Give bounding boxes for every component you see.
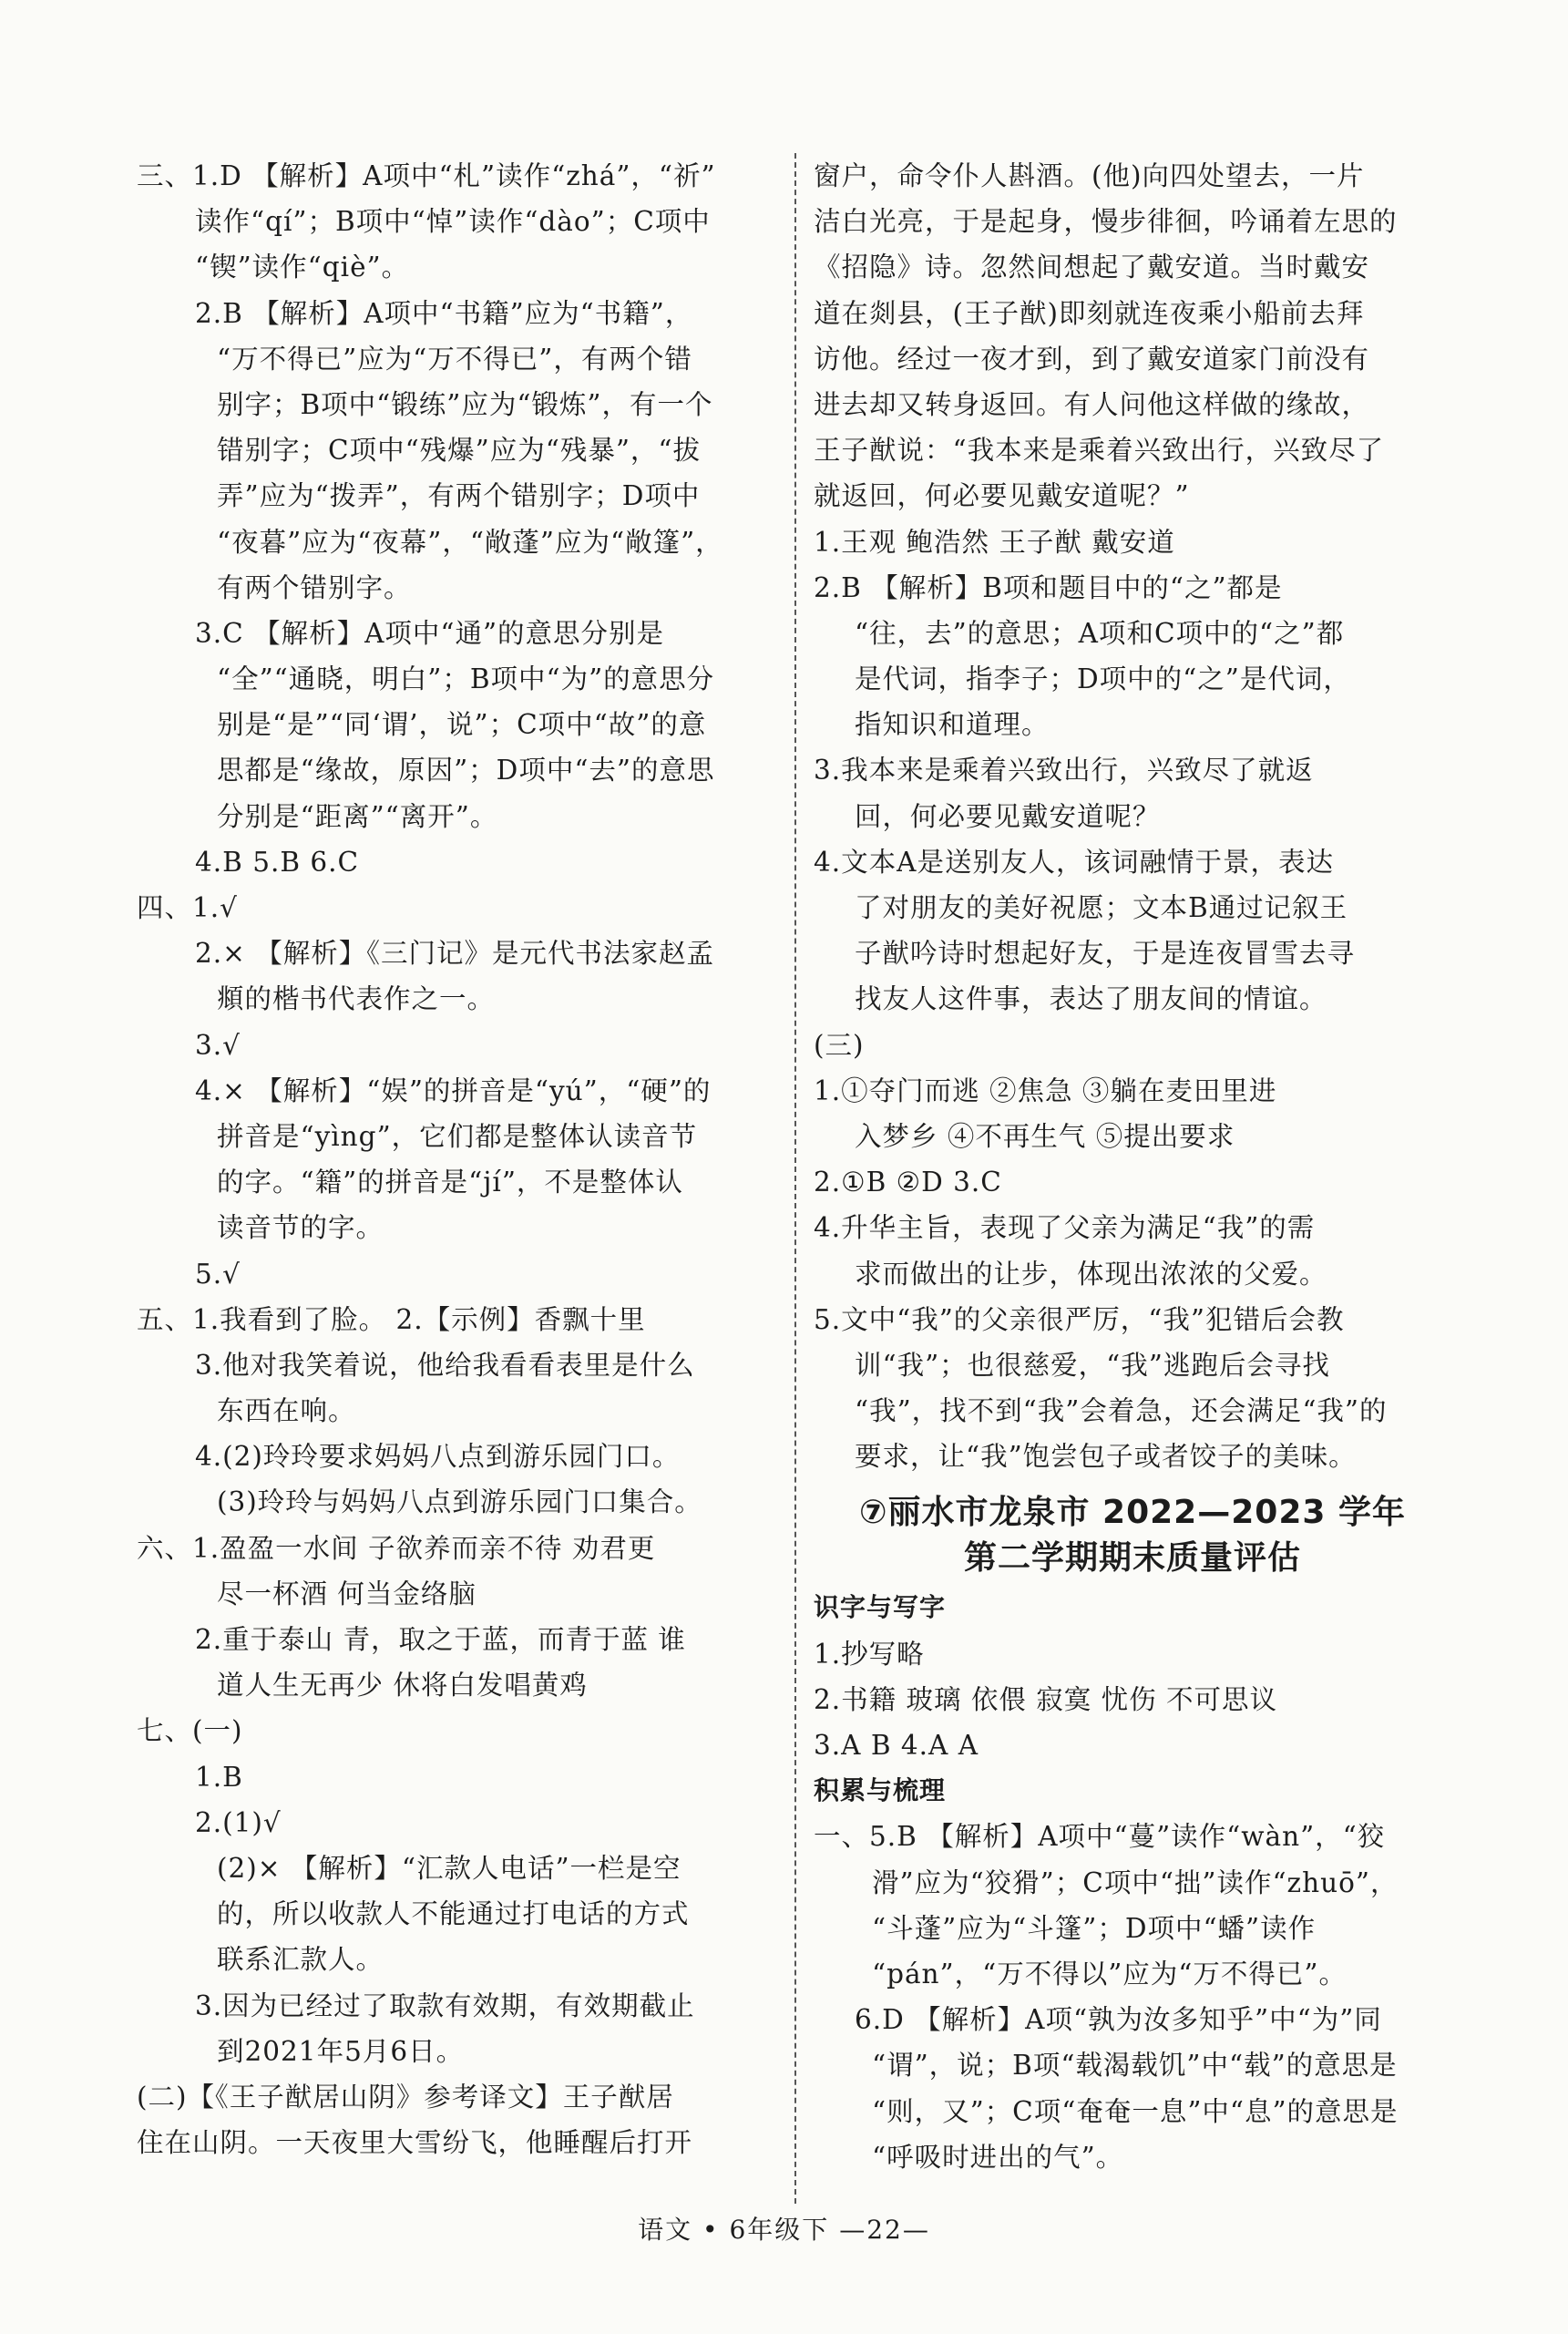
right-column	[814, 153, 1451, 2180]
answer-line: 东西在响。	[217, 1395, 356, 1427]
answer-line: 有两个错别字。	[217, 571, 412, 603]
answer-line: 道人生无再少 休将白发唱黄鸡	[217, 1670, 588, 1702]
answer-line: 道在剡县，(王子猷)即刻就连夜乘小船前去拜	[814, 297, 1365, 329]
answer-line: 1.B	[195, 1761, 243, 1793]
section-heading	[814, 1490, 1451, 1581]
answer-line: 识字与写字	[814, 1592, 947, 1623]
answer-line: 指知识和道理。	[855, 709, 1050, 741]
answer-line: “pán”，“万不得以”应为“万不得已”。	[872, 1958, 1347, 1990]
right-answers	[814, 153, 1451, 1479]
answer-line: (3)玲玲与妈妈八点到游乐园门口集合。	[217, 1486, 702, 1518]
answer-line: 五、1.我看到了脸。 2.【示例】香飘十里	[137, 1303, 646, 1335]
answer-line: “斗蓬”应为“斗篷”；D项中“蟠”读作	[872, 1912, 1317, 1944]
answer-line: “夜暮”应为“夜幕”，“敞蓬”应为“敞篷”，	[217, 526, 723, 558]
answer-line: 住在山阴。一天夜里大雪纷飞，他睡醒后打开	[137, 2127, 693, 2159]
answer-line: 頫的楷书代表作之一。	[217, 983, 496, 1015]
answer-line: 读音节的字。	[217, 1212, 384, 1244]
answer-line: 3.C 【解析】A项中“通”的意思分别是	[195, 617, 665, 649]
answer-line: 3.A B 4.A A	[814, 1730, 979, 1761]
answer-line: 就返回，何必要见戴安道呢？”	[814, 480, 1190, 512]
answer-line: 4.× 【解析】“娱”的拼音是“yú”，“硬”的	[195, 1074, 712, 1106]
answer-line: 别是“是”“同‘谓’，说”；C项中“故”的意	[217, 709, 707, 741]
answer-line: “我”，找不到“我”会着急，还会满足“我”的	[855, 1395, 1388, 1427]
answer-line: 到2021年5月6日。	[217, 2035, 465, 2067]
answer-line: 4.升华主旨，表现了父亲为满足“我”的需	[814, 1212, 1316, 1244]
answer-line: “全”“通晓，明白”；B项中“为”的意思分	[217, 663, 715, 695]
answer-line: 找友人这件事，表达了朋友间的情谊。	[855, 983, 1327, 1015]
answer-line: 2.重于泰山 青，取之于蓝，而青于蓝 谁	[195, 1624, 686, 1655]
answer-line: 《招隐》诗。忽然间想起了戴安道。当时戴安	[814, 252, 1370, 283]
answer-line: “锲”读作“qiè”。	[195, 252, 410, 283]
answer-line: “万不得已”应为“万不得已”，有两个错	[217, 343, 692, 375]
answer-line: 进去却又转身返回。有人问他这样做的缘故，	[814, 388, 1370, 420]
section-title-line2: 第二学期期末质量评估	[963, 1539, 1301, 1578]
answer-line: 回，何必要见戴安道呢？	[855, 800, 1161, 832]
answer-line: “谓”，说；B项“载渴载饥”中“载”的意思是	[872, 2050, 1398, 2082]
answer-line: 尽一杯酒 何当金络脑	[217, 1578, 477, 1609]
answer-line: 3.√	[195, 1029, 241, 1061]
answer-line: 5.√	[195, 1258, 241, 1290]
answer-line: 拼音是“yìng”，它们都是整体认读音节	[217, 1120, 698, 1152]
answer-line: 访他。经过一夜才到，到了戴安道家门前没有	[814, 343, 1370, 375]
answer-line: 四、1.√	[137, 892, 238, 923]
answer-line: (三)	[814, 1029, 865, 1061]
answer-line: 1.抄写略	[814, 1638, 925, 1670]
answer-line: 子猷吟诗时想起好友，于是连夜冒雪去寻	[855, 938, 1356, 970]
answer-line: 窗户，命令仆人斟酒。(他)向四处望去，一片	[814, 160, 1365, 191]
answer-line: 训“我”；也很慈爱，“我”逃跑后会寻找	[855, 1349, 1330, 1381]
answer-line: 王子猷说：“我本来是乘着兴致出行，兴致尽了	[814, 435, 1385, 467]
answer-line: 5.文中“我”的父亲很严厉，“我”犯错后会教	[814, 1303, 1345, 1335]
answer-line: 联系汇款人。	[217, 1944, 384, 1976]
page-footer: 语文 • 6年级下 —22—	[638, 2215, 930, 2245]
right-answers-2	[814, 1585, 1451, 2179]
answer-line: 1.①夺门而逃 ②焦急 ③躺在麦田里进	[814, 1074, 1277, 1106]
answer-line: 3.因为已经过了取款有效期，有效期截止	[195, 1990, 695, 2021]
answer-line: 三、1.D 【解析】A项中“札”读作“zhá”，“祈”	[137, 160, 716, 191]
answer-line: “则，又”；C项“奄奄一息”中“息”的意思是	[872, 2095, 1399, 2127]
section-title-line1: ⑦丽水市龙泉市 2022—2023 学年	[859, 1494, 1406, 1532]
answer-line: 分别是“距离”“离开”。	[217, 800, 498, 832]
answer-line: 入梦乡 ④不再生气 ⑤提出要求	[855, 1120, 1235, 1152]
answer-line: 求而做出的让步，体现出浓浓的父爱。	[855, 1258, 1327, 1290]
answer-line: 2.× 【解析】《三门记》是元代书法家赵孟	[195, 938, 714, 970]
answer-line: 要求，让“我”饱尝包子或者饺子的美味。	[855, 1441, 1357, 1473]
answer-line: 4.B 5.B 6.C	[195, 846, 360, 878]
answer-line: 一、5.B 【解析】A项中“蔓”读作“wàn”，“狡	[814, 1821, 1386, 1853]
answer-line: 七、(一)	[137, 1715, 243, 1747]
answer-line: 的，所以收款人不能通过打电话的方式	[217, 1898, 690, 1930]
answer-line: 2.B 【解析】A项中“书籍”应为“书籍”，	[195, 297, 693, 329]
answer-line: 4.(2)玲玲要求妈妈八点到游乐园门口。	[195, 1441, 681, 1473]
answer-line: 是代词，指李子；D项中的“之”是代词，	[855, 663, 1351, 695]
left-column	[137, 153, 774, 2165]
answer-line: 别字；B项中“锻练”应为“锻炼”，有一个	[217, 388, 713, 420]
answer-line: (二)【《王子猷居山阴》参考译文】王子猷居	[137, 2081, 674, 2113]
answer-line: 6.D 【解析】A项“孰为汝多知乎”中“为”同	[855, 2004, 1382, 2036]
answer-line: 错别字；C项中“残爆”应为“残暴”，“拔	[217, 435, 701, 467]
answer-line: 2.(1)√	[195, 1806, 282, 1838]
answer-line: 读作“qí”；B项中“悼”读作“dào”；C项中	[195, 206, 711, 238]
answer-line: 积累与梳理	[814, 1775, 947, 1806]
answer-line: 4.文本A是送别友人，该词融情于景，表达	[814, 846, 1334, 878]
answer-line: “往，去”的意思；A项和C项中的“之”都	[855, 617, 1345, 649]
answer-line: 1.王观 鲍浩然 王子猷 戴安道	[814, 526, 1175, 558]
answer-line: 2.①B ②D 3.C	[814, 1167, 1002, 1198]
answer-line: 3.我本来是乘着兴致出行，兴致尽了就返	[814, 755, 1314, 787]
answer-line: 的字。“籍”的拼音是“jí”，不是整体认	[217, 1167, 683, 1198]
answer-line: (2)× 【解析】“汇款人电话”一栏是空	[217, 1852, 682, 1884]
answer-line: 了对朋友的美好祝愿；文本B通过记叙王	[855, 892, 1348, 923]
column-divider	[794, 153, 796, 2204]
answer-line: “呼吸时进出的气”。	[872, 2141, 1124, 2173]
answer-line: 弄”应为“拨弄”，有两个错别字；D项中	[217, 480, 701, 512]
answer-line: 2.书籍 玻璃 依偎 寂寞 忧伤 不可思议	[814, 1683, 1278, 1715]
answer-line: 3.他对我笑着说，他给我看看表里是什么	[195, 1349, 695, 1381]
answer-line: 思都是“缘故，原因”；D项中“去”的意思	[217, 755, 715, 787]
answer-line: 洁白光亮，于是起身，慢步徘徊，吟诵着左思的	[814, 206, 1398, 238]
answer-line: 2.B 【解析】B项和题目中的“之”都是	[814, 571, 1283, 603]
answer-line: 滑”应为“狡猾”；C项中“拙”读作“zhuō”，	[872, 1866, 1399, 1898]
answer-line: 六、1.盈盈一水间 子欲养而亲不待 劝君更	[137, 1532, 656, 1564]
